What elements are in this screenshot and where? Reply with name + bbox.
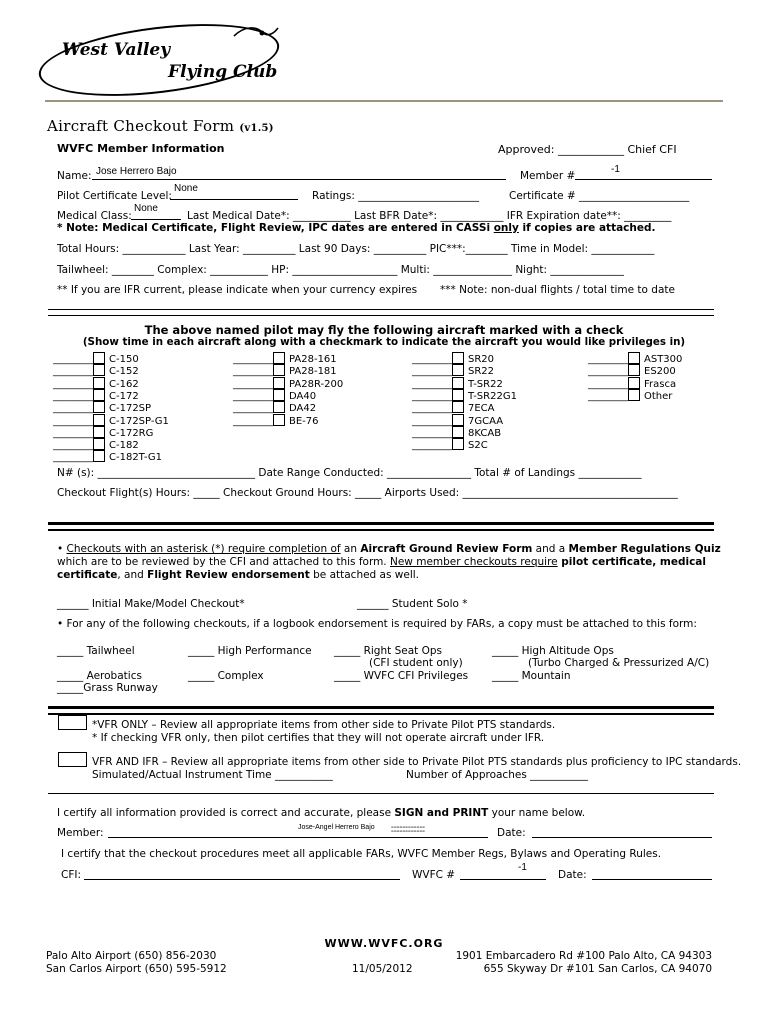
checkout-hours-line[interactable]: Checkout Flight(s) Hours: _____ Checkout Ground Hours: _____ Airports Used: _________________________________________ [57,487,678,499]
tailwheel-checkout[interactable]: _____ Tailwheel [57,645,135,657]
member-signature-field[interactable] [108,824,488,838]
name-value: Jose Herrero Bajo [96,166,177,177]
aircraft-option[interactable] [412,414,503,427]
aircraft-checkbox[interactable] [452,364,464,376]
aircraft-checkbox[interactable] [93,414,105,426]
aircraft-checkbox[interactable] [273,352,285,364]
aircraft-label: DA42 [289,403,317,415]
approaches-field[interactable]: Number of Approaches ___________ [406,769,588,781]
aircraft-hours-blank[interactable]: ________ [53,390,93,402]
checkout-req-line3: certificate, and Flight Review endorsement be attached as well. [57,569,420,581]
footer-san-carlos-address: 655 Skyway Dr #101 San Carlos, CA 94070 [483,963,712,975]
aircraft-checkbox[interactable] [628,389,640,401]
aircraft-option[interactable] [53,414,169,427]
aircraft-checkbox[interactable] [273,414,285,426]
header-rule [45,100,723,102]
date2-label: Date: [558,869,587,881]
aircraft-label: S2C [468,440,488,452]
aircraft-option[interactable] [53,352,139,365]
aircraft-option[interactable] [233,364,337,377]
aircraft-hours-blank[interactable]: ________ [588,378,628,390]
aircraft-checkbox[interactable] [452,438,464,450]
dual-note: *** Note: non-dual flights / total time to date [440,284,675,296]
cfi-signature-field[interactable] [84,866,400,880]
aircraft-hours-blank[interactable]: ________ [233,378,273,390]
certify-text: I certify all information provided is correct and accurate, please SIGN and PRINT your name below. [57,807,586,819]
vfr-only-checkbox[interactable] [58,715,87,730]
aircraft-option[interactable] [412,426,501,439]
right-seat-checkout[interactable]: _____ Right Seat Ops [334,645,442,657]
aircraft-option[interactable] [233,389,316,402]
aircraft-checkbox[interactable] [93,426,105,438]
aircraft-subheading: (Show time in each aircraft along with a checkmark to indicate the aircraft you would like privileges in) [82,336,686,348]
hours-line[interactable]: Total Hours: ____________ Last Year: __________ Last 90 Days: __________ PIC***:________ Time in Model: ____________ [57,243,655,255]
student-solo-field[interactable]: ______ Student Solo * [357,598,468,610]
vfr-only-note: * If checking VFR only, then pilot certifies that they will not operate aircraft under IFR. [92,732,545,744]
checkout-req-line2: which are to be reviewed by the CFI and attached to this form. New member checkouts require pilot certificate, medical [57,556,706,568]
high-alt-sub: (Turbo Charged & Pressurized A/C) [528,657,710,669]
aircraft-label: C-182T-G1 [109,452,162,464]
aircraft-label: Frasca [644,378,677,390]
grass-runway-checkout[interactable]: _____Grass Runway [57,682,158,694]
aircraft-option[interactable] [53,438,139,451]
certificate-field[interactable]: Certificate # _____________________ [509,190,690,202]
aircraft-option[interactable] [53,364,139,377]
aircraft-hours-blank[interactable]: ________ [412,390,452,402]
pilot-cert-label: Pilot Certificate Level: [57,190,172,202]
logo-line2: Flying Club [168,62,278,82]
aircraft-checkbox[interactable] [452,414,464,426]
aircraft-checkbox[interactable] [93,389,105,401]
aircraft-label: C-150 [109,354,139,365]
signature-stamp-2: ▬▬▬▬▬▬▬▬▬▬▬▬ [391,829,426,833]
section-divider-4 [48,793,714,794]
wvfc-label: WVFC # [412,869,456,881]
footer-date: 11/05/2012 [352,963,413,975]
cfi-date-field[interactable] [592,866,712,880]
member-num-label: Member # [520,170,576,182]
aerobatics-checkout[interactable]: _____ Aerobatics [57,670,142,682]
right-seat-sub: (CFI student only) [369,657,463,669]
aircraft-checkbox[interactable] [273,401,285,413]
form-title: Aircraft Checkout Form (v1.5) [47,117,274,135]
footer-palo-alto-phone: Palo Alto Airport (650) 856-2030 [46,950,217,962]
aircraft-checkbox[interactable] [93,364,105,376]
aircraft-heading: The above named pilot may fly the following aircraft marked with a check [144,323,624,337]
aircraft-label: C-172SP [109,403,152,415]
cfi-label: CFI: [61,869,82,881]
aircraft-label: 8KCAB [468,427,502,439]
aircraft-checkbox[interactable] [273,389,285,401]
high-alt-checkout[interactable]: _____ High Altitude Ops [492,645,614,657]
member-info-heading: WVFC Member Information [57,142,225,155]
member-num-field[interactable] [575,164,712,180]
aircraft-checkbox[interactable] [452,377,464,389]
aircraft-option[interactable] [412,389,517,402]
aircraft-label: C-162 [109,378,139,390]
aircraft-checkbox[interactable] [452,401,464,413]
aircraft-label: AST300 [644,354,683,365]
cfi-certify-text: I certify that the checkout procedures meet all applicable FARs, WVFC Member Regs, Bylaws and Operating Rules. [61,848,662,860]
aircraft-hours-blank[interactable]: ________ [53,415,93,427]
aircraft-hours-blank[interactable]: ________ [53,366,93,378]
aircraft-option[interactable] [588,377,676,390]
mountain-checkout[interactable]: _____ Mountain [492,670,571,682]
aircraft-label: C-172RG [109,427,154,439]
pilot-cert-value: None [174,183,198,194]
vfr-only-text: *VFR ONLY – Review all appropriate items from other side to Private Pilot PTS standards. [92,719,556,731]
aircraft-option[interactable] [588,364,676,377]
aircraft-hours-blank[interactable]: ________ [412,403,452,415]
section-divider-3 [48,706,714,715]
aircraft-option[interactable] [53,426,153,439]
aircraft-hours-blank[interactable]: ________ [412,427,452,439]
checkout-req-line1: • Checkouts with an asterisk (*) require completion of an Aircraft Ground Review Form and a Member Regulations Quiz [57,543,721,555]
aircraft-option[interactable] [53,450,162,463]
tailwheel-line[interactable]: Tailwheel: ________ Complex: ___________ HP: ____________________ Multi: _______________ Night: ______________ [57,264,624,276]
aircraft-hours-blank[interactable]: ________ [233,354,273,365]
aircraft-label: Other [644,390,673,402]
aircraft-label: T-SR22 [468,378,503,390]
aircraft-checkbox[interactable] [93,438,105,450]
aircraft-hours-blank[interactable]: ________ [53,354,93,365]
aircraft-hours-blank[interactable]: ________ [412,440,452,452]
aircraft-hours-blank[interactable]: ________ [412,415,452,427]
logbook-note: • For any of the following checkouts, if a logbook endorsement is required by FARs, a copy must be attached to this form: [57,618,697,630]
ifr-note: ** If you are IFR current, please indicate when your currency expires [57,284,418,296]
pilot-cert-field[interactable] [170,183,298,200]
aircraft-checkbox[interactable] [452,426,464,438]
aircraft-checkbox[interactable] [93,401,105,413]
aircraft-hours-blank[interactable]: ________ [412,378,452,390]
aircraft-option[interactable] [233,401,316,414]
aircraft-hours-blank[interactable]: ________ [53,403,93,415]
high-perf-checkout[interactable]: _____ High Performance [188,645,312,657]
propeller-icon [232,22,282,44]
aircraft-option[interactable] [233,414,319,427]
aircraft-hours-blank[interactable]: ________ [412,354,452,365]
aircraft-hours-blank[interactable]: ________ [53,452,93,464]
aircraft-checkbox[interactable] [273,364,285,376]
medical-label: Medical Class: [57,210,132,222]
aircraft-label: SR20 [468,354,495,365]
aircraft-checkbox[interactable] [93,352,105,364]
aircraft-label: C-182 [109,440,139,452]
aircraft-label: BE-76 [289,415,319,427]
aircraft-label: 7ECA [468,403,495,415]
aircraft-hours-blank[interactable]: ________ [412,366,452,378]
aircraft-option[interactable] [412,401,495,414]
medical-value: None [134,203,158,214]
vfr-ifr-text: VFR AND IFR – Review all appropriate items from other side to Private Pilot PTS standards plus proficiency to IPC standards. [92,756,742,768]
aircraft-option[interactable] [588,352,682,365]
aircraft-label: SR22 [468,366,495,378]
section-divider-2 [48,522,714,531]
aircraft-option[interactable] [588,389,672,402]
approved-field[interactable]: Approved: ____________ Chief CFI [498,143,677,156]
medical-field[interactable] [131,203,181,220]
footer-palo-alto-address: 1901 Embarcadero Rd #100 Palo Alto, CA 94303 [455,950,712,962]
aircraft-label: PA28-181 [289,366,337,378]
aircraft-hours-blank[interactable]: ________ [53,427,93,439]
aircraft-label: PA28R-200 [289,378,344,390]
aircraft-checkbox[interactable] [452,389,464,401]
aircraft-option[interactable] [53,377,139,390]
aircraft-label: C-172SP-G1 [109,415,169,427]
member-num-value: -1 [611,164,620,175]
aircraft-option[interactable] [233,377,343,390]
section-divider [48,309,714,316]
aircraft-label: PA28-161 [289,354,337,365]
aircraft-option[interactable] [53,401,151,414]
vfr-ifr-checkbox[interactable] [58,752,87,767]
n-number-line[interactable]: N# (s): ______________________________ Date Range Conducted: ________________ Total # of Landings ____________ [57,467,642,479]
date-label: Date: [497,827,526,839]
member-sign-label: Member: [57,827,104,839]
name-field[interactable] [92,167,506,180]
aircraft-hours-blank[interactable]: ________ [53,378,93,390]
aircraft-hours-blank[interactable]: ________ [233,366,273,378]
aircraft-label: 7GCAA [468,415,504,427]
aircraft-label: C-152 [109,366,139,378]
footer-san-carlos-phone: San Carlos Airport (650) 595-5912 [46,963,227,975]
aircraft-checkbox[interactable] [628,364,640,376]
aircraft-checkbox[interactable] [93,450,105,462]
aircraft-hours-blank[interactable]: ________ [53,440,93,452]
aircraft-checkbox[interactable] [452,352,464,364]
aircraft-option[interactable] [53,389,139,402]
ratings-field[interactable]: Ratings: _______________________ [312,190,479,202]
member-signature: Jose-Angel Herrero Bajo [298,824,375,831]
wvfc-num-field[interactable] [460,862,546,880]
aircraft-option[interactable] [412,364,494,377]
instrument-time-field[interactable]: Simulated/Actual Instrument Time ___________ [92,769,333,781]
medical-dates-line[interactable]: Last Medical Date*: ___________ Last BFR Date*: ____________ IFR Expiration date**: _________ [187,210,672,222]
name-label: Name: [57,170,92,182]
website-link[interactable]: WWW.WVFC.ORG [324,937,444,950]
aircraft-label: T-SR22G1 [468,390,517,402]
complex-checkout[interactable]: _____ Complex [188,670,264,682]
logo-line1: West Valley [62,40,171,60]
aircraft-option[interactable] [412,377,503,390]
aircraft-hours-blank[interactable]: ________ [588,366,628,378]
aircraft-hours-blank[interactable]: ________ [233,403,273,415]
signature-stamp: ▬▬▬▬▬▬▬▬▬▬▬▬ [391,825,426,829]
cfi-privileges-checkout[interactable]: _____ WVFC CFI Privileges [334,670,469,682]
aircraft-option[interactable] [233,352,337,365]
aircraft-checkbox[interactable] [628,377,640,389]
aircraft-checkbox[interactable] [93,377,105,389]
wvfc-num-value: -1 [518,862,527,873]
aircraft-option[interactable] [412,438,488,451]
aircraft-label: ES200 [644,366,676,378]
initial-checkout-field[interactable]: ______ Initial Make/Model Checkout* [57,598,245,610]
aircraft-hours-blank[interactable]: ________ [588,390,628,402]
aircraft-option[interactable] [412,352,494,365]
aircraft-label: DA40 [289,390,317,402]
aircraft-checkbox[interactable] [273,377,285,389]
aircraft-hours-blank[interactable]: ________ [233,415,273,427]
aircraft-checkbox[interactable] [628,352,640,364]
cassi-note: * Note: Medical Certificate, Flight Review, IPC dates are entered in CASSi only if copies are attached. [57,222,656,234]
aircraft-label: C-172 [109,390,139,402]
aircraft-hours-blank[interactable]: ________ [233,390,273,402]
aircraft-hours-blank[interactable]: ________ [588,354,628,365]
member-date-field[interactable] [532,824,712,838]
